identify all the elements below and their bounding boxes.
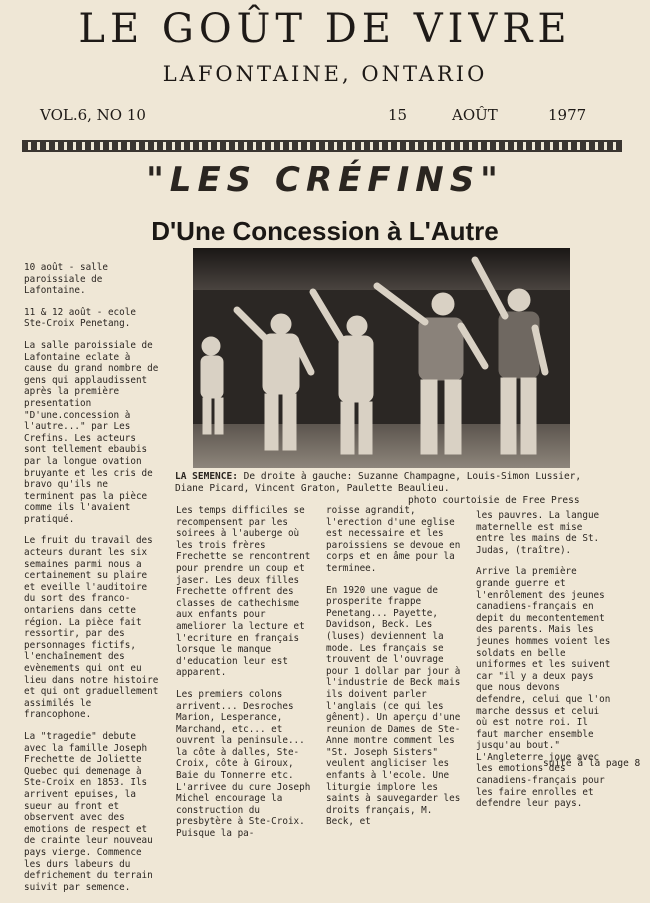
issue-year: 1977: [548, 106, 587, 124]
actors-silhouettes: [193, 248, 570, 468]
column-paragraph: roisse agrandit, l'erection d'une eglise est necessaire et les paroissiens se devoue en corps et en âme pour la terminee.: [326, 505, 461, 574]
photo-caption: [175, 471, 595, 495]
article-column-1: [24, 262, 162, 903]
column-paragraph: Les temps difficiles se recompensent par les soirees à l'auberge où les trois frères Frechette se rencontrent pour prendre un coup et jaser. Les deux filles Frechette offrent des classes de cathechisme aux enfants pour ameliorer la lecture et l'ecriture en français lorsque le manque d'education leur est apparent.: [176, 505, 311, 679]
column-paragraph: La "tragedie" debute avec la famille Joseph Frechette de Joliette Quebec qui demenage à Ste-Croix en 1853. Ils arrivent epuises, la sueur au front et observent avec des emotions de respect et de crainte leur nouveau pays vierge. Commence les durs labeurs du defrichement du terrain suivit par semence.: [24, 730, 153, 893]
article-column-2: [176, 505, 314, 850]
photo-caption-text: De droite à gauche: Suzanne Champagne, Louis-Simon Lussier, Diane Picard, Vincent Graton, Paulette Beaulieu.: [175, 471, 582, 494]
column-paragraph: les pauvres. La langue maternelle est mise entre les mains de St. Judas, (traître).: [476, 510, 600, 556]
column-paragraph: 11 & 12 août - ecole Ste-Croix Penetang.: [24, 306, 136, 330]
column-paragraph: 10 août - salle paroissiale de Lafontaine.: [24, 262, 108, 297]
article-column-4: [476, 510, 612, 820]
volume-number: VOL.6, NO 10: [40, 106, 146, 124]
column-paragraph: En 1920 une vague de prosperite frappe Penetang... Payette, Davidson, Beck. Les (luses) deviennent la mode. Les français se trouvent de l'ouvrage pour 1 dollar par jour à l'industrie de Beck mais ils doivent parler l'anglais (ce qui les gênent). Un aperçu d'une reunion de Dames de Ste-Anne montre comment les "St. Joseph Sisters" veulent angliciser les enfants à l'ecole. Une liturgie implore les saints à sauvegarder les droits français, M. Beck, et: [326, 584, 461, 828]
column-paragraph: Les premiers colons arrivent... Desroches Marion, Lesperance, Marchand, etc... et ouvrent la peninsule... la côte à dalles, Ste-Croix, côte à Giroux, Baie du Tonnerre etc. L'arrivee du cure Joseph Michel encourage la construction du presbytère à Ste-Croix. Puisque la pa-: [176, 688, 311, 840]
photo-caption-label: LA SEMENCE:: [175, 471, 238, 482]
actors-photo: [193, 248, 570, 468]
issue-day: 15: [388, 106, 408, 124]
newspaper-location: LAFONTAINE, ONTARIO: [162, 62, 488, 86]
column-paragraph: Arrive la première grande guerre et l'enrôlement des jeunes canadiens-français en depit du mecontentement des parents. Mais les jeunes hommes voient les soldats en belle uniformes et les suivent car "il y a deux pays que nous devons defendre, celui que l'on marche dessus et celui où est notre roi. Il faut marcher ensemble jusqu'au bout." L'Angleterre joue avec les emotions des canadiens-français pour les faire enrolles et defendre leur pays.: [476, 566, 611, 810]
article-column-3: [326, 505, 462, 838]
article-subheadline: D'Une Concession à L'Autre: [151, 216, 499, 246]
newspaper-title: LE GOÛT DE VIVRE: [78, 6, 572, 52]
article-headline: "LES CRÉFINS": [146, 160, 504, 200]
photo-credit: photo courtoisie de Free Press: [408, 495, 580, 506]
continued-note: suite à la page 8: [543, 758, 641, 769]
issue-month: AOÛT: [452, 106, 498, 124]
column-paragraph: Le fruit du travail des acteurs durant les six semaines parmi nous a certainement su plaire et eveille l'auditoire du sort des franco-ontariens dans cette région. La pièce fait ressortir, par des personnages fictifs, l'enchaînement des evènements qui ont eu lieu dans notre histoire et qui ont graduellement assimilés le francophone.: [24, 535, 159, 721]
decorative-border: [22, 140, 622, 152]
column-paragraph: La salle paroissiale de Lafontaine eclate à cause du grand nombre de gens qui applaudissent après la première presentation "D'une.concession à l'autre..." par Les Crefins. Les acteurs sont tellement ebaubis par la longue ovation bruyante et les cris de bravo qu'ils ne terminent pas la pièce comme ils l'avaient pratiqué.: [24, 339, 159, 525]
